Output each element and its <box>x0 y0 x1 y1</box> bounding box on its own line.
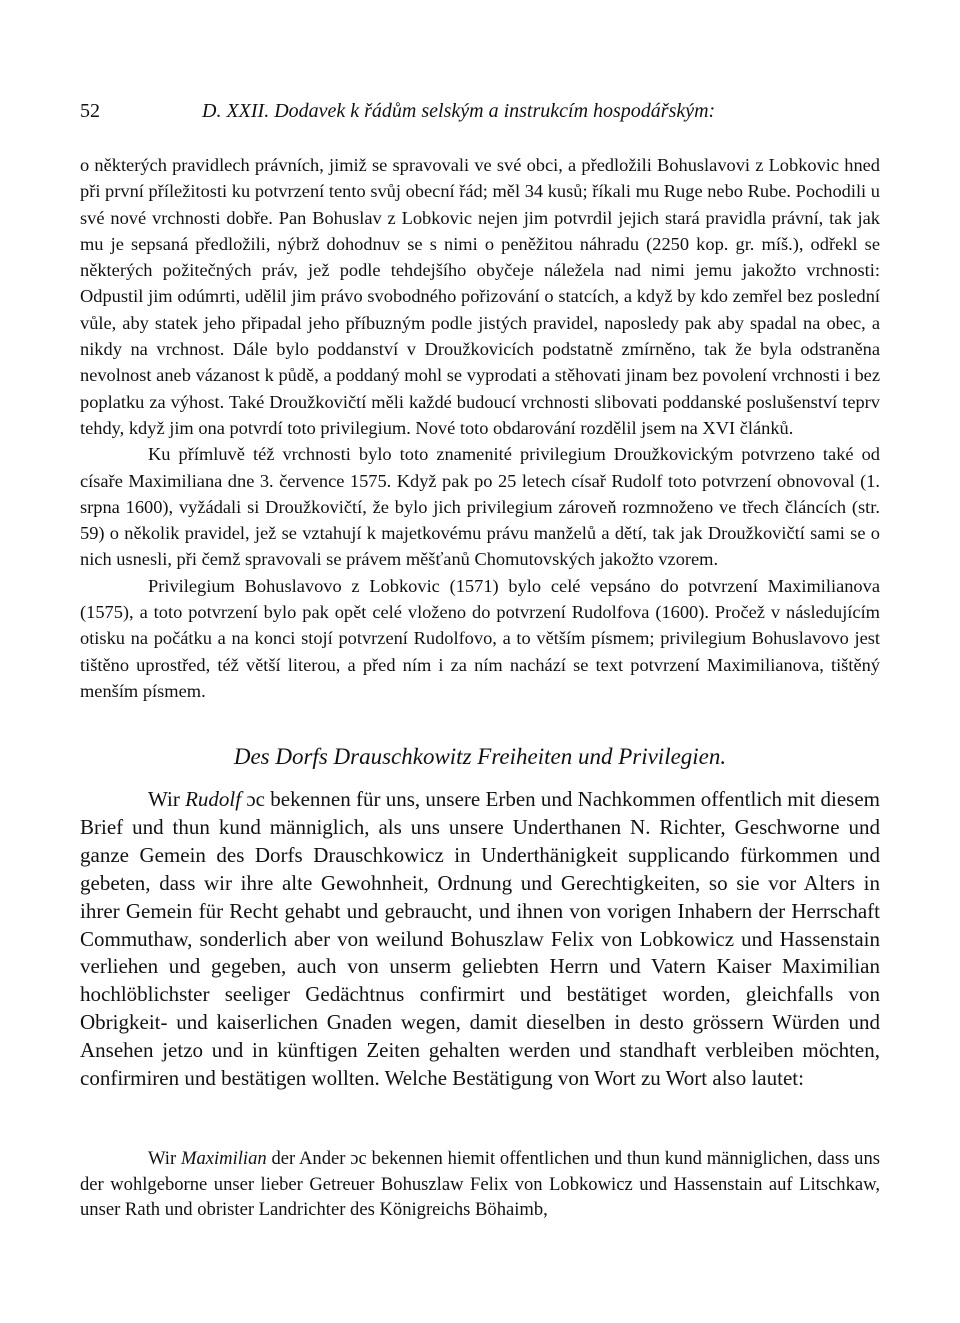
page-number: 52 <box>80 100 100 122</box>
name-maximilian: Maximilian <box>180 1148 267 1169</box>
czech-paragraph-1: o některých pravidlech právních, jimiž se spravovali ve své obci, a předložili Bohuslavovi z Lobkovic hned při první příležitosti ku potvrzení tento svůj obecní řád; měl 34 kusů; říkali mu Ruge nebo Rube. Pochodili u své nové vrchnosti dobře. Pan Bohuslav z Lobkovic nejen jim potvrdil jejich stará pravidla právní, tak jak mu je sepsaná předložili, nýbrž dohodnuv se s nimi o peněžitou náhradu (2250 kop. gr. míš.), odřekl se některých požitečných práv, jež podle tehdejšího obyčeje náležela nad nimi jemu jakožto vrchnosti: Odpustil jim odúmrti, udělil jim právo svobodného pořizování o statcích, a když by kdo zemřel bez poslední vůle, aby statek jeho připadal jeho příbuzným podle jistých pravidel, naposledy pak aby spadal na obec, a nikdy na vrchnost. Dále bylo poddanství v Droužkovicích podstatně zmírněno, tak že byla odstraněna nevolnost aneb vázanost k půdě, a poddaný mohl se vyprodati a stěhovati jinam bez povolení vrchnosti i bez poplatku za výhost. Také Droužkovičtí měli každé budoucí vrchnosti slibovati poddanské poslušenství teprv tehdy, když jim ona potvrdí toto privilegium. Nové toto obdarování rozdělil jsem na XVI článků. <box>80 155 880 438</box>
page-header <box>80 100 880 130</box>
german-paragraph-2 <box>80 1146 880 1223</box>
german-paragraph-1 <box>80 786 880 1093</box>
running-title: D. XXII. Dodavek k řádům selským a instrukcím hospodářským: <box>202 100 716 122</box>
german-p2-body: der Ander ɔc bekennen hiemit offentlichen und thun kund männiglichen, dass uns der wohlgeborne unser lieber Getreuer Bohuszlaw Felix von Lobkowicz und Hassenstain auf Litschkaw, unser Rath und obrister Landrichter des Königreichs Böhaimb, <box>80 1148 880 1220</box>
czech-paragraph-3: Privilegium Bohuslavovo z Lobkovic (1571) bylo celé vepsáno do potvrzení Maximilianova (1575), a toto potvrzení bylo pak opět celé vloženo do potvrzení Rudolfova (1600). Pročež v následujícím otisku na počátku a na konci stojí potvrzení Rudolfovo, a to větším písmem; privilegium Bohuslavovo jest tištěno uprostřed, též větší literou, a před ním i za ním nachází se text potvrzení Maximilianova, tištěný menším písmem. <box>80 575 880 701</box>
section-title: Des Dorfs Drauschkowitz Freiheiten und Privilegien. <box>233 744 727 769</box>
german-charter-text <box>80 786 880 1093</box>
name-rudolf: Rudolf <box>185 787 242 811</box>
german-p1-start: Wir <box>148 787 186 811</box>
german-p1-body: ɔc bekennen für uns, unsere Erben und Nachkommen offentlich mit diesem Brief und thun kund männiglich, als uns unsere Underthanen N. Richter, Geschworne und ganze Gemein des Dorfs Drauschkowicz in Underthänigkeit supplicando fürkommen und gebeten, dass wir ihre alte Gewohnheit, Ordnung und Gerechtigkeiten, so sie vor Alters in ihrer Gemein für Recht gehabt und gebraucht, und ihnen von vorigen Inhabern der Herrschaft Commuthaw, sonderlich aber von weilund Bohuszlaw Felix von Lobkowicz und Hassenstain verliehen und gegeben, auch von unserm geliebten Herrn und Vatern Kaiser Maximilian hochlöblichster seeliger Gedächtnus confirmirt und bestätiget worden, gleichfalls von Obrigkeit- und kaiserlichen Gnaden wegen, damit dieselben in desto grössern Würden und Ansehen jetzo und in künftigen Zeiten gehalten werden und standhaft verbleiben möchten, confirmiren und bestätigen wollten. Welche Bestätigung von Wort zu Wort also lautet: <box>80 787 880 1091</box>
czech-introduction <box>80 152 880 704</box>
german-quoted-charter <box>80 1146 880 1223</box>
czech-paragraph-2: Ku přímluvě též vrchnosti bylo toto znamenité privilegium Droužkovickým potvrzeno také od císaře Maximiliana dne 3. července 1575. Když pak po 25 letech císař Rudolf toto potvrzení obnovoval (1. srpna 1600), vyžádali si Droužkovičtí, že bylo jich privilegium zároveň rozmnoženo ve třech článcích (str. 59) o několik pravidel, jež se vztahují k majetkovému právu manželů a dětí, tak jak Droužkovičtí sami se o nich usnesli, při čemž spravovali se právem měšťanů Chomutovských jakožto vzorem. <box>80 444 880 570</box>
german-p2-start: Wir <box>148 1148 181 1169</box>
